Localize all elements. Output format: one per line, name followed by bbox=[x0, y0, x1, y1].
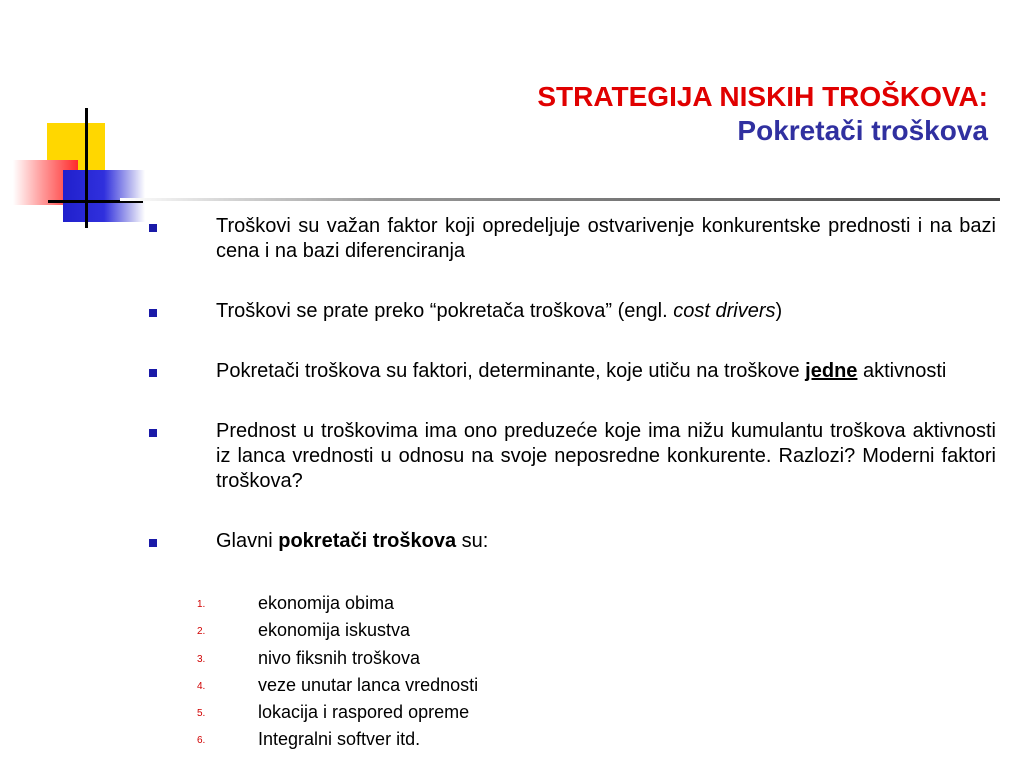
bullet-italic-term: cost drivers bbox=[673, 300, 776, 322]
bullet-emphasis-term: jedne bbox=[805, 360, 858, 382]
square-bullet-icon bbox=[149, 429, 157, 437]
numbered-list-item bbox=[197, 726, 697, 753]
list-item-text: nivo fiksnih troškova bbox=[258, 647, 421, 668]
vertical-line-decoration bbox=[85, 108, 88, 228]
numbered-list-item bbox=[197, 617, 697, 644]
bullet-text: Prednost u troškovima ima ono preduzeće koje ima nižu kumulantu troškova aktivnosti iz lanca vrednosti u odnosu na svoje neposredne konkurente. Razlozi? Moderni faktori troškova? bbox=[216, 420, 996, 492]
list-item-text: ekonomija obima bbox=[258, 593, 395, 613]
list-item-text: Integralni softver itd. bbox=[258, 729, 421, 750]
numbered-list-item bbox=[197, 699, 697, 726]
list-number: 2. bbox=[197, 626, 206, 638]
list-number: 1. bbox=[197, 599, 206, 610]
bullet-text: Troškovi se prate preko “pokretača troškova” (engl. bbox=[216, 300, 674, 322]
bullet-text: ) bbox=[775, 300, 783, 322]
slide-logo-decoration bbox=[0, 0, 200, 240]
bullet-item bbox=[147, 529, 996, 554]
square-bullet-icon bbox=[149, 369, 157, 377]
bullet-text: Pokretači troškova su faktori, determinante, koje utiču na troškove bbox=[216, 360, 806, 382]
list-item-text: lokacija i raspored opreme bbox=[258, 702, 470, 723]
list-item-text: veze unutar lanca vrednosti bbox=[258, 674, 479, 695]
square-bullet-icon bbox=[149, 539, 157, 547]
bullet-text: aktivnosti bbox=[857, 360, 947, 382]
list-number: 6. bbox=[197, 735, 206, 747]
bullet-text: su: bbox=[456, 530, 489, 552]
bullet-item bbox=[147, 214, 996, 264]
list-item-text: ekonomija iskustva bbox=[258, 620, 411, 641]
bullet-item bbox=[147, 359, 996, 384]
numbered-sublist bbox=[197, 590, 697, 754]
slide-title bbox=[537, 80, 988, 148]
numbered-list-item bbox=[197, 645, 697, 672]
numbered-list-item bbox=[197, 590, 697, 617]
bullet-text: Troškovi su važan faktor koji opredeljuje ostvarivenje konkurentske prednosti i na bazi cena i na bazi diferenciranja bbox=[216, 215, 996, 262]
list-number: 4. bbox=[197, 680, 206, 692]
square-bullet-icon bbox=[149, 309, 157, 317]
blue-square-decoration bbox=[63, 170, 145, 222]
bullet-item bbox=[147, 419, 996, 494]
bullet-bold-term: pokretači troškova bbox=[278, 530, 457, 552]
header-divider bbox=[120, 198, 1000, 201]
bullet-list bbox=[147, 214, 996, 554]
list-number: 5. bbox=[197, 708, 206, 720]
numbered-list-item bbox=[197, 672, 697, 699]
bullet-item bbox=[147, 299, 996, 324]
title-main: STRATEGIJA NISKIH TROŠKOVA: bbox=[537, 81, 988, 112]
title-subtitle: Pokretači troškova bbox=[737, 115, 988, 146]
bullet-text: Glavni bbox=[216, 530, 279, 552]
square-bullet-icon bbox=[149, 224, 157, 232]
list-number: 3. bbox=[197, 653, 206, 665]
